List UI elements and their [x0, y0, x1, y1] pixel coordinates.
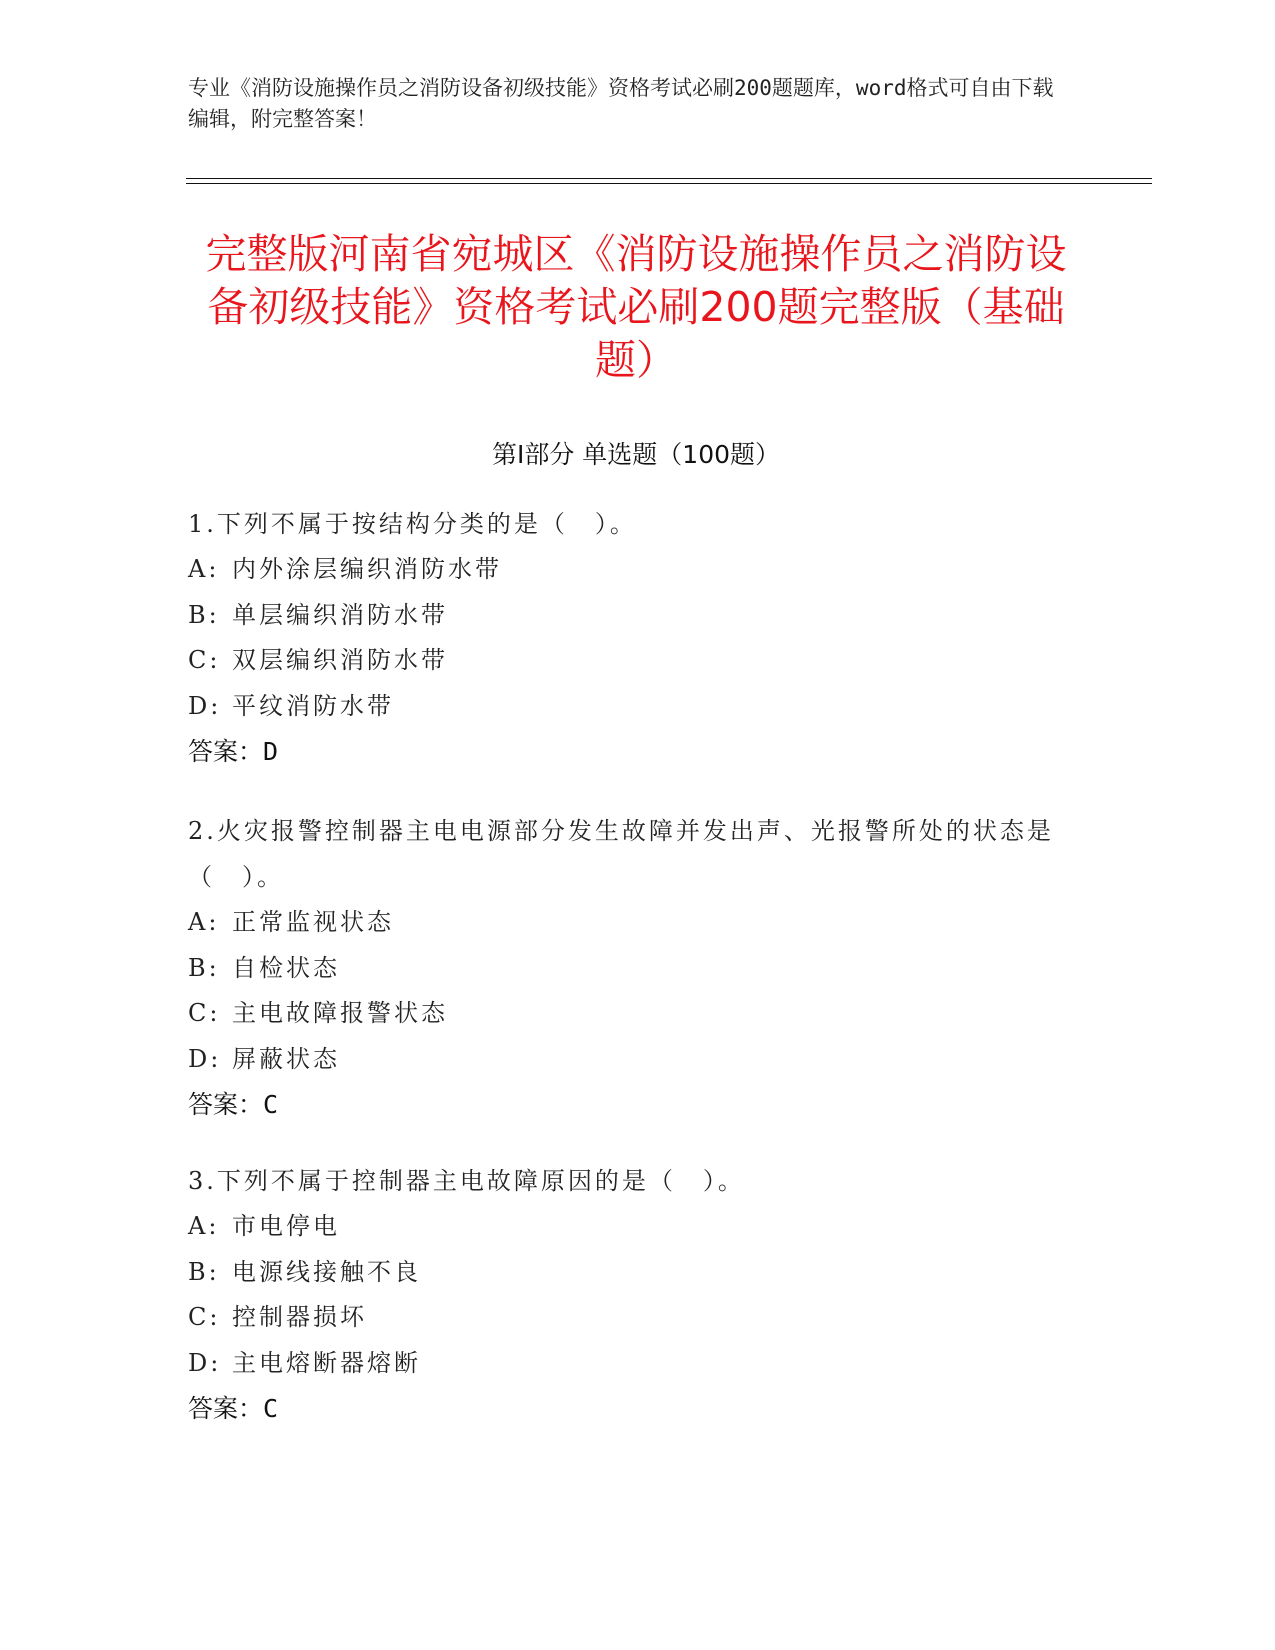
answer-label: 答案： — [188, 1394, 264, 1423]
option-key: D: — [188, 1044, 222, 1073]
question-3 — [188, 1158, 1088, 1432]
option-a — [188, 1204, 1088, 1250]
question-1 — [188, 501, 1088, 775]
option-text: 控制器损坏 — [232, 1303, 367, 1331]
option-key: D: — [188, 1348, 222, 1377]
option-text: 自检状态 — [232, 953, 340, 982]
option-text: 双层编织消防水带 — [232, 646, 448, 674]
option-key: B: — [188, 953, 220, 982]
option-text: 电源线接触不良 — [232, 1257, 421, 1286]
option-text: 单层编织消防水带 — [232, 600, 448, 629]
question-stem: 1.下列不属于按结构分类的是（ ）。 — [188, 510, 637, 538]
answer-label: 答案： — [188, 737, 264, 766]
answer-line — [188, 1386, 1088, 1432]
option-a — [188, 900, 1088, 946]
answer-value: C — [263, 1090, 279, 1119]
answer-value: C — [263, 1394, 279, 1423]
option-key: C: — [188, 1303, 221, 1331]
option-d — [188, 1037, 1088, 1083]
answer-line — [188, 1082, 1088, 1128]
option-text: 屏蔽状态 — [232, 1044, 340, 1073]
option-text: 主电熔断器熔断 — [232, 1348, 421, 1377]
question-2 — [188, 808, 1088, 1128]
header-note: 专业《消防设施操作员之消防设备初级技能》资格考试必刷200题题库，word格式可自由下载编辑，附完整答案！ — [188, 76, 1054, 131]
option-text: 正常监视状态 — [232, 908, 394, 936]
option-b — [188, 946, 1088, 992]
question-stem: 2.火灾报警控制器主电电源部分发生故障并发出声、光报警所处的状态是（ ）。 — [188, 817, 1054, 891]
header-divider-top — [186, 178, 1152, 179]
option-b — [188, 593, 1088, 639]
header-divider-bottom — [186, 183, 1152, 184]
option-key: B: — [188, 600, 220, 629]
option-c — [188, 1295, 1088, 1341]
option-text: 主电故障报警状态 — [232, 999, 448, 1027]
option-text: 市电停电 — [232, 1212, 340, 1240]
option-d — [188, 684, 1088, 730]
option-c — [188, 991, 1088, 1037]
option-key: A: — [188, 908, 220, 936]
answer-line — [188, 729, 1088, 775]
option-key: A: — [188, 1212, 220, 1240]
option-a — [188, 547, 1088, 593]
answer-label: 答案： — [188, 1090, 264, 1119]
option-key: D: — [188, 691, 222, 720]
option-d — [188, 1341, 1088, 1387]
section-heading: 第I部分 单选题（100题） — [491, 440, 781, 469]
option-text: 内外涂层编织消防水带 — [232, 555, 502, 583]
option-b — [188, 1250, 1088, 1296]
option-key: C: — [188, 999, 221, 1027]
answer-value: D — [263, 737, 279, 766]
option-key: B: — [188, 1257, 220, 1286]
document-title: 完整版河南省宛城区《消防设施操作员之消防设备初级技能》资格考试必刷200题完整版（基础题） — [205, 230, 1067, 384]
option-key: A: — [188, 555, 220, 583]
option-c — [188, 638, 1088, 684]
option-text: 平纹消防水带 — [232, 691, 394, 720]
question-stem: 3.下列不属于控制器主电故障原因的是（ ）。 — [188, 1167, 745, 1195]
option-key: C: — [188, 646, 221, 674]
